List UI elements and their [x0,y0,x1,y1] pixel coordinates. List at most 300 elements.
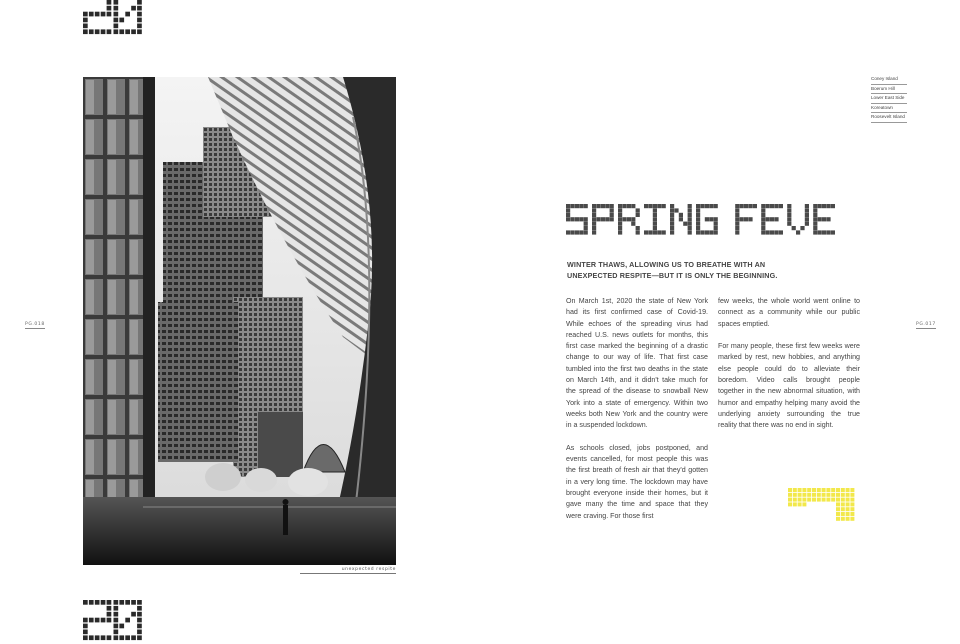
accent-pixel [812,493,816,497]
title-pixel [618,226,622,230]
title-pixel [735,217,739,221]
accent-pixel [822,498,826,502]
title-pixel [761,204,765,208]
accent-pixel [841,498,845,502]
title-pixel [610,213,614,217]
title-pixel [766,204,770,208]
title-pixel [601,217,605,221]
title-pixel [592,208,596,212]
title-pixel [618,217,622,221]
title-pixel [792,226,796,230]
title-pixel [705,204,709,208]
title-pixel [787,208,791,212]
accent-pixel [841,517,845,521]
accent-pixel [846,502,850,506]
title-pixel [575,217,579,221]
title-pixel [662,230,666,234]
title-pixel [636,226,640,230]
accent-pixel [798,498,802,502]
accent-pixel [793,493,797,497]
title-pixel [822,204,826,208]
title-pixel [818,204,822,208]
number-pixel [83,600,88,605]
accent-pixel [793,488,797,492]
title-pixel [744,217,748,221]
accent-pixel [798,488,802,492]
title-pixel [813,230,817,234]
title-pixel [761,208,765,212]
title-pixel [653,222,657,226]
title-pixel [618,213,622,217]
title-pixel [636,230,640,234]
accent-pixel [788,502,792,506]
paragraph: For many people, these first few weeks were marked by rest, new hobbies, and anything else people could do to alleviate their boredom. Video calls brought people together in the new abnormal situation, with humor and empathy helping many avoid the underlying anxiety surrounding the true reality that there was no end in sight. [718,342,860,430]
number-pixel [137,6,142,11]
accent-pixel [793,498,797,502]
number-pixel [83,12,88,17]
issue-number-top [83,0,143,38]
title-pixel [696,226,700,230]
title-pixel [748,204,752,208]
title-pixel [566,204,570,208]
accent-pixel [841,493,845,497]
title-pixel [770,204,774,208]
title-pixel [735,204,739,208]
title-pixel [584,222,588,226]
title-pixel [670,217,674,221]
number-pixel [95,618,100,623]
title-pixel [670,213,674,217]
accent-pixel [850,498,854,502]
title-pixel [761,222,765,226]
accent-pixel [831,498,835,502]
title-pixel [709,204,713,208]
title-pixel [579,217,583,221]
title-pixel [622,217,626,221]
number-pixel [95,29,100,34]
title-pixel [579,230,583,234]
accent-pixel [831,488,835,492]
title-pixel [805,208,809,212]
title-pixel [709,230,713,234]
title-pixel [592,213,596,217]
title-pixel [605,204,609,208]
title-pixel [618,230,622,234]
title-pixel [787,217,791,221]
title-pixel [618,208,622,212]
accent-pixel [817,498,821,502]
number-pixel [107,29,112,34]
accent-pixel [793,502,797,506]
title-pixel [570,217,574,221]
title-pixel [679,217,683,221]
title-pixel [761,217,765,221]
accent-pixel [817,488,821,492]
title-pixel [796,230,800,234]
title-pixel [826,204,830,208]
accent-pixel [836,502,840,506]
place-link[interactable]: Roosevelt Island [871,113,907,123]
title-pixel [740,204,744,208]
title-pixel [696,208,700,212]
accent-pixel [802,502,806,506]
number-pixel [107,12,112,17]
title-pixel [653,217,657,221]
title-pixel [605,217,609,221]
title-pixel [644,204,648,208]
title-pixel [714,222,718,226]
accent-pixel [846,517,850,521]
number-pixel [107,6,112,11]
title-pixel [566,230,570,234]
title-pixel [805,222,809,226]
number-pixel [114,606,119,611]
title-pixel [670,204,674,208]
title-pixel [648,230,652,234]
title-pixel [774,217,778,221]
place-link[interactable]: Lower East Side [871,94,907,104]
title-pixel [813,208,817,212]
title-pixel [696,222,700,226]
title-pixel [575,230,579,234]
title-pixel [813,204,817,208]
article-title [566,204,836,236]
title-pixel [774,204,778,208]
title-pixel [831,204,835,208]
accent-pixel [836,512,840,516]
number-pixel [137,612,142,617]
number-pixel [89,29,94,34]
title-pixel [779,230,783,234]
places-list [871,75,907,123]
title-pixel [787,204,791,208]
title-pixel [627,217,631,221]
title-pixel [592,204,596,208]
title-pixel [688,213,692,217]
number-pixel [114,6,119,11]
number-pixel [114,0,119,5]
title-pixel [787,222,791,226]
issue-number-bottom [83,600,143,644]
title-pixel [618,222,622,226]
number-pixel [114,612,119,617]
accent-pixel [788,498,792,502]
title-pixel [761,226,765,230]
title-pixel [592,217,596,221]
accent-pixel [798,493,802,497]
number-pixel [137,12,142,17]
title-pixel [618,204,622,208]
title-pixel [596,217,600,221]
title-pixel [709,217,713,221]
title-pixel [696,230,700,234]
place-link[interactable]: Koreatown [871,104,907,114]
title-pixel [636,213,640,217]
title-pixel [566,208,570,212]
number-pixel [107,618,112,623]
accent-pixel [802,488,806,492]
title-pixel [592,226,596,230]
title-pixel [700,204,704,208]
paragraph: few weeks, the whole world went online to connect as a community while our public spaces emptied. [718,297,860,328]
number-pixel [137,618,142,623]
number-pixel [89,600,94,605]
title-pixel [740,217,744,221]
accent-pixel [841,502,845,506]
number-pixel [95,600,100,605]
article-column-2 [718,296,860,443]
accent-pixel [826,493,830,497]
title-pixel [735,213,739,217]
title-pixel [653,213,657,217]
title-pixel [570,230,574,234]
number-pixel [83,29,88,34]
title-pixel [735,208,739,212]
title-pixel [735,222,739,226]
title-pixel [714,204,718,208]
title-pixel [688,222,692,226]
title-pixel [761,213,765,217]
title-pixel [714,226,718,230]
number-pixel [131,29,136,34]
number-pixel [89,12,94,17]
title-pixel [818,230,822,234]
title-pixel [805,204,809,208]
article-column-1 [566,296,708,533]
number-pixel [114,29,119,34]
title-pixel [683,222,687,226]
title-pixel [826,230,830,234]
title-pixel [653,226,657,230]
title-pixel [631,217,635,221]
title-pixel [657,230,661,234]
number-pixel [137,600,142,605]
number-pixel [131,612,136,617]
accent-pixel [807,493,811,497]
accent-pixel [812,498,816,502]
number-pixel [119,18,124,23]
number-pixel [131,6,136,11]
number-pixel [137,624,142,629]
accent-pixel [836,507,840,511]
number-pixel [107,600,112,605]
title-pixel [570,204,574,208]
accent-pixel [788,493,792,497]
accent-pixel [812,488,816,492]
number-pixel [83,618,88,623]
title-pixel [753,204,757,208]
number-pixel [114,624,119,629]
accent-pixel [850,512,854,516]
number-pixel [114,24,119,29]
title-pixel [592,230,596,234]
title-pixel [662,204,666,208]
number-pixel [137,29,142,34]
title-pixel [601,204,605,208]
accent-pixel [846,493,850,497]
title-pixel [674,208,678,212]
title-pixel [766,217,770,221]
title-pixel [584,226,588,230]
title-pixel [688,230,692,234]
number-pixel [89,618,94,623]
title-pixel [622,204,626,208]
title-pixel [688,208,692,212]
accent-pixel [831,493,835,497]
title-pixel [688,204,692,208]
title-pixel [584,217,588,221]
number-pixel [137,18,142,23]
accent-pixel [850,507,854,511]
title-pixel [670,230,674,234]
number-pixel [83,630,88,635]
accent-pixel [841,512,845,516]
title-pixel [735,226,739,230]
title-pixel [705,230,709,234]
title-pixel [748,217,752,221]
number-pixel [83,624,88,629]
accent-pixel-graphic [788,485,856,523]
title-pixel [579,204,583,208]
title-pixel [631,204,635,208]
title-pixel [822,230,826,234]
title-pixel [631,222,635,226]
article-subtitle: WINTER THAWS, ALLOWING US TO BREATHE WITH AN UNEXPECTED RESPITE—BUT IT IS ONLY THE BEGINNING. [567,260,778,280]
title-pixel [813,222,817,226]
number-pixel [137,606,142,611]
accent-pixel [850,493,854,497]
title-pixel [696,204,700,208]
title-pixel [714,230,718,234]
number-pixel [125,600,130,605]
title-pixel [596,204,600,208]
accent-pixel [836,493,840,497]
title-pixel [584,230,588,234]
accent-pixel [836,488,840,492]
number-pixel [137,630,142,635]
title-pixel [648,204,652,208]
page-number-right: PG.017 [916,322,936,327]
accent-pixel [826,488,830,492]
paragraph: As schools closed, jobs postponed, and events cancelled, for most people this was the first breath of fresh air that they'd gotten in a very long time. The lockdown may have brought everyone inside their homes, but it gave many the time and space that they were craving. For those first [566,443,708,520]
number-pixel [131,600,136,605]
title-pixel [670,222,674,226]
accent-pixel [802,493,806,497]
accent-pixel [836,517,840,521]
accent-pixel [807,488,811,492]
title-pixel [700,230,704,234]
title-pixel [670,208,674,212]
accent-pixel [826,498,830,502]
accent-pixel [846,512,850,516]
title-pixel [744,204,748,208]
number-pixel [137,0,142,5]
title-pixel [653,230,657,234]
accent-pixel [788,488,792,492]
accent-pixel [822,488,826,492]
title-pixel [627,204,631,208]
page-number-left: PG.018 [25,322,45,327]
title-pixel [688,226,692,230]
accent-pixel [841,507,845,511]
title-pixel [813,217,817,221]
title-pixel [575,204,579,208]
title-pixel [688,217,692,221]
number-pixel [125,29,130,34]
place-link[interactable]: Boerum Hill [871,85,907,95]
title-pixel [813,226,817,230]
number-pixel [101,12,106,17]
title-pixel [566,213,570,217]
title-pixel [670,226,674,230]
title-pixel [696,217,700,221]
title-pixel [714,217,718,221]
accent-pixel [850,502,854,506]
number-pixel [114,630,119,635]
number-pixel [101,29,106,34]
title-pixel [610,217,614,221]
accent-pixel [817,493,821,497]
accent-pixel [846,507,850,511]
title-pixel [766,230,770,234]
title-pixel [705,217,709,221]
accent-pixel [850,517,854,521]
number-pixel [114,18,119,23]
number-pixel [107,606,112,611]
number-pixel [125,618,130,623]
accent-pixel [807,498,811,502]
title-pixel [774,230,778,234]
accent-pixel [846,488,850,492]
title-pixel [592,222,596,226]
accent-pixel [836,498,840,502]
title-pixel [805,213,809,217]
title-pixel [787,213,791,217]
number-pixel [119,29,124,34]
number-pixel [83,24,88,29]
title-pixel [696,213,700,217]
title-pixel [770,230,774,234]
title-pixel [735,230,739,234]
paragraph: On March 1st, 2020 the state of New York had its first confirmed case of Covid-19. While echoes of the spreading virus had reached U.S. news outlets for months, this first case marked the beginning of a drastic change to our way of life. That first case tumbled into the first two deaths in the state on March 14th, and it didn't take much for the spread of the disease to snowball New York into a state of emergency. Within two weeks both New York and the country were in a suspended lockdown. [566,297,708,430]
title-pixel [636,208,640,212]
number-pixel [83,18,88,23]
number-pixel [114,600,119,605]
photo-caption: unexpected respite [300,567,396,574]
place-link[interactable]: Coney Island [871,75,907,85]
number-pixel [101,618,106,623]
accent-pixel [846,498,850,502]
title-pixel [610,204,614,208]
accent-pixel [798,502,802,506]
title-pixel [644,230,648,234]
accent-pixel [841,488,845,492]
number-pixel [107,0,112,5]
title-pixel [831,230,835,234]
title-pixel [822,217,826,221]
title-pixel [566,217,570,221]
accent-pixel [850,488,854,492]
title-pixel [610,208,614,212]
number-pixel [119,624,124,629]
title-pixel [826,217,830,221]
title-pixel [653,204,657,208]
accent-pixel [822,493,826,497]
title-pixel [653,208,657,212]
accent-pixel [802,498,806,502]
title-pixel [818,217,822,221]
number-pixel [114,618,119,623]
